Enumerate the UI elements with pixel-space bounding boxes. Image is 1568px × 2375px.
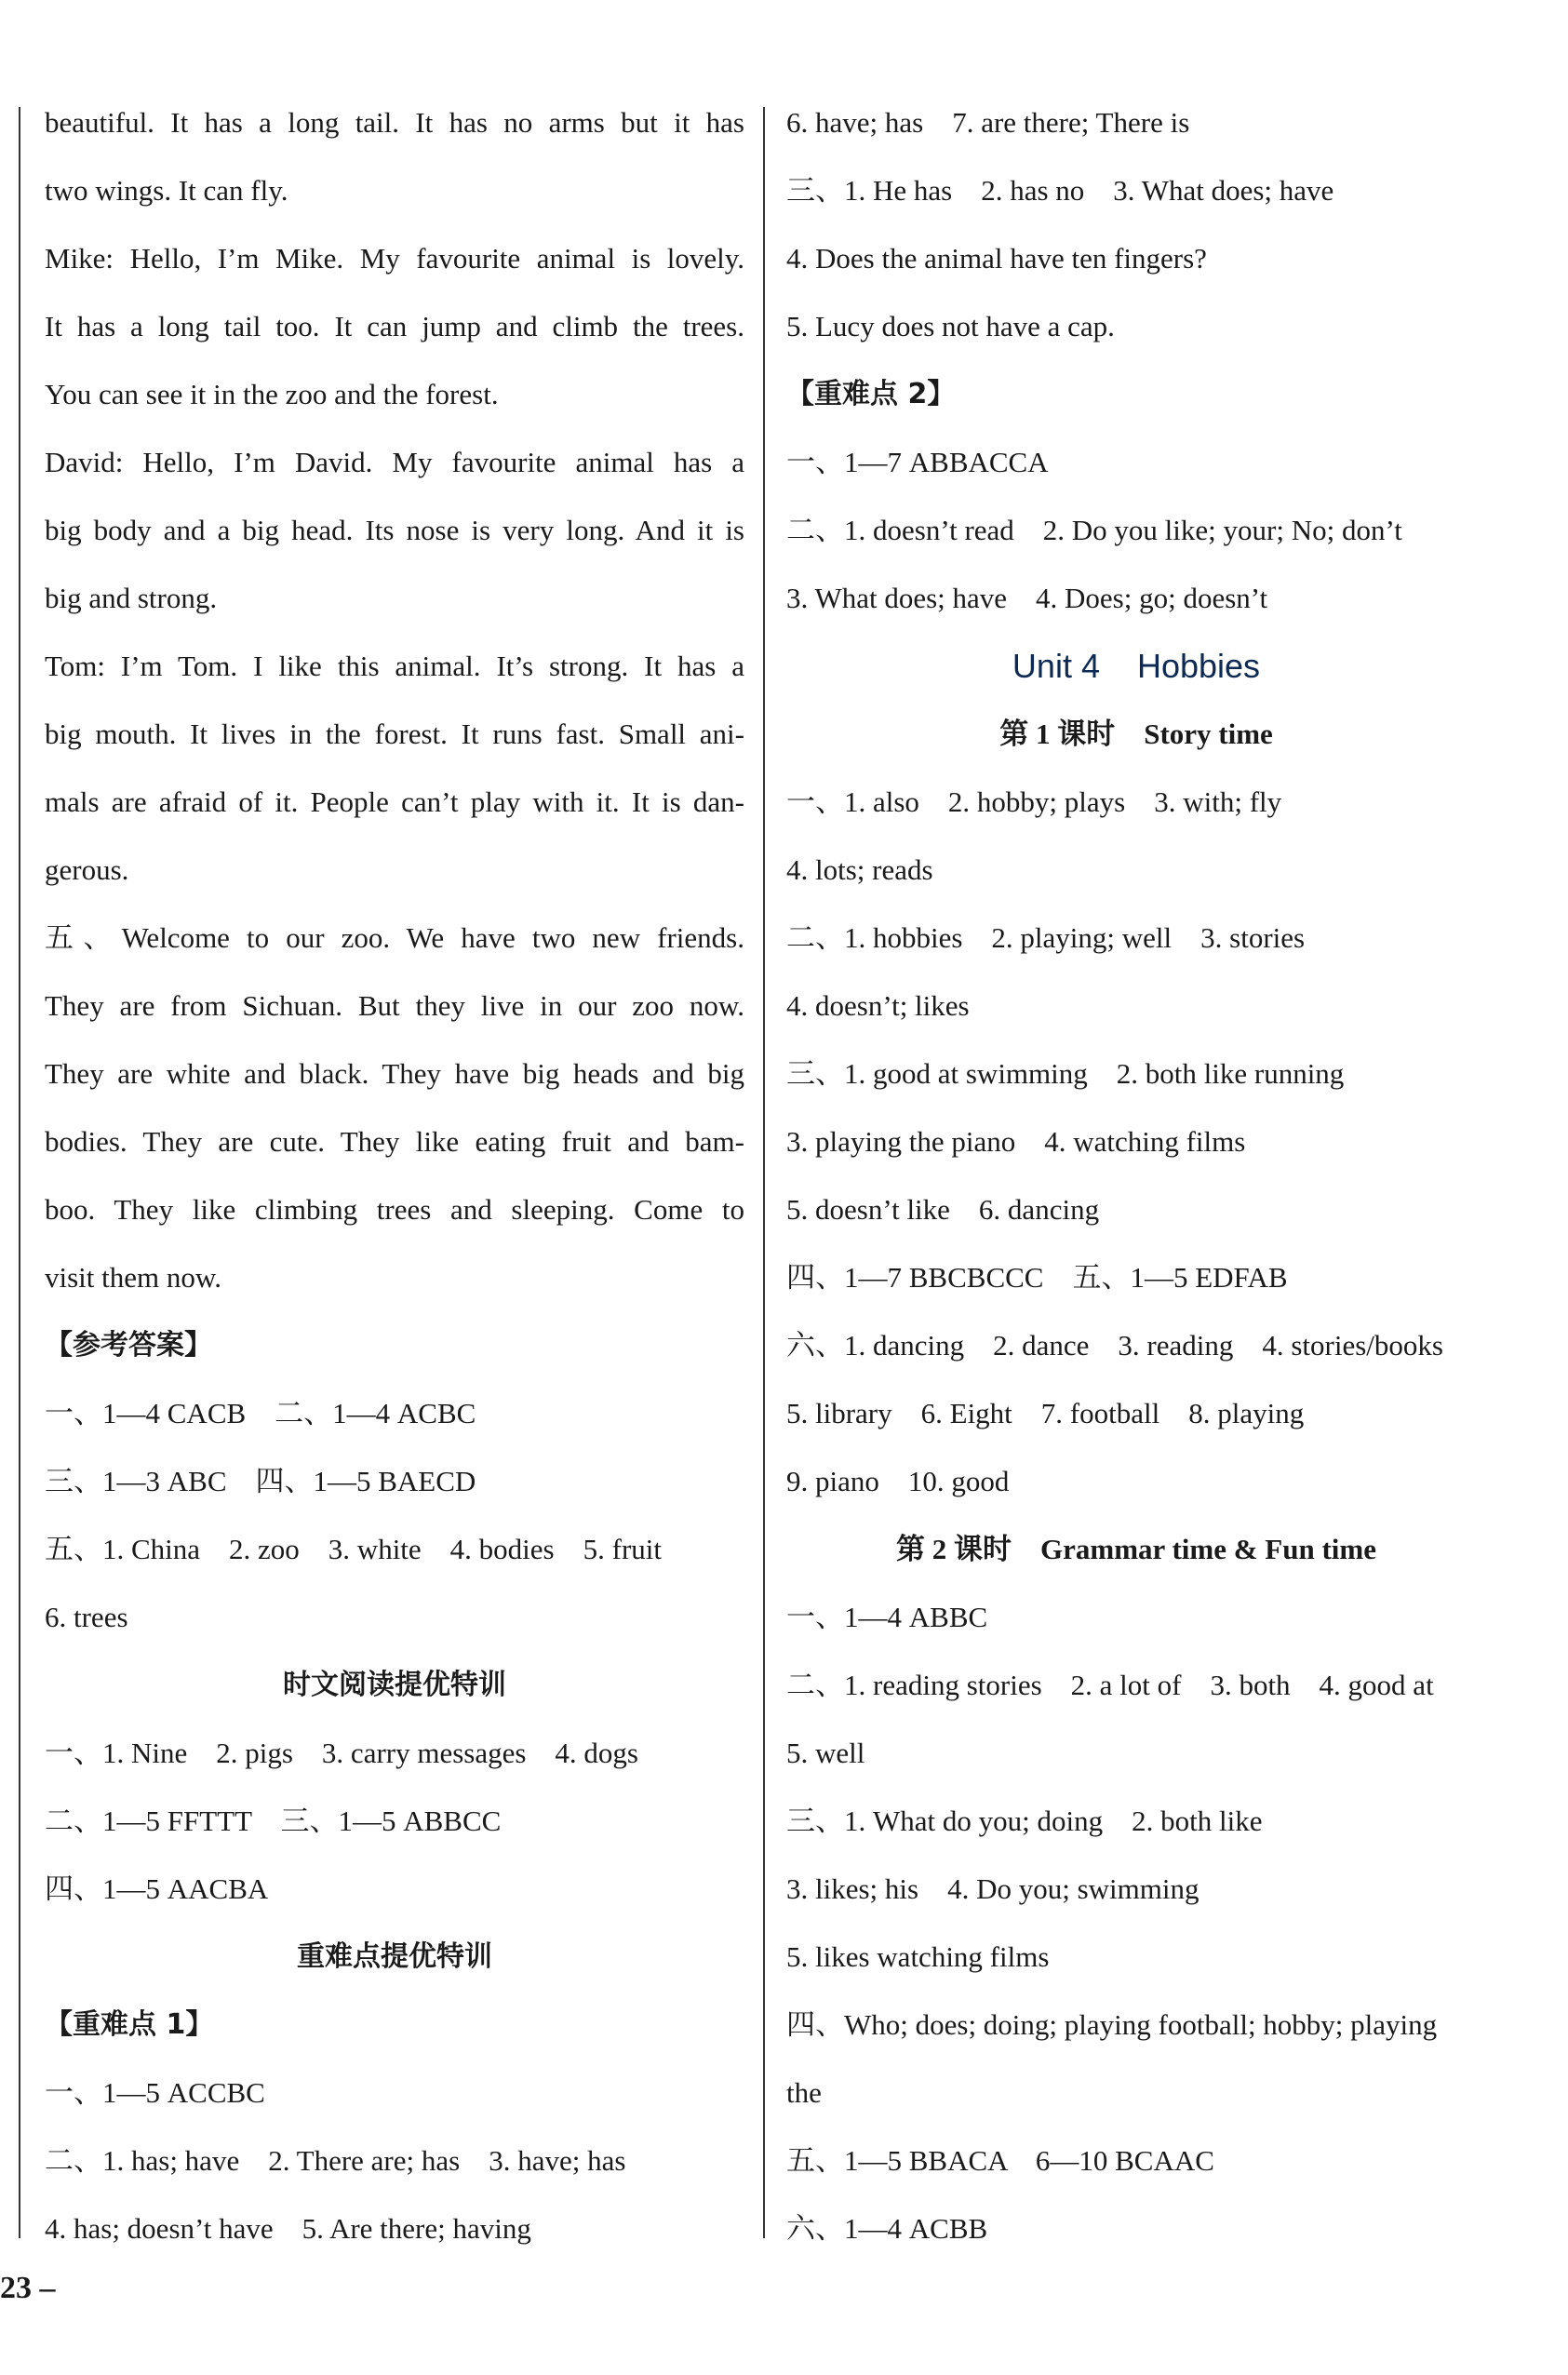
column-divider <box>763 107 765 2238</box>
text-line: 一、1. also 2. hobby; plays 3. with; fly <box>786 785 1282 818</box>
lesson-heading: 第 1 课时 Story time <box>999 718 1273 750</box>
text-line: big body and a big head. Its nose is very long. And it is <box>45 514 744 546</box>
text-line: 二、1. hobbies 2. playing; well 3. stories <box>786 921 1306 954</box>
text-line: gerous. <box>45 853 129 886</box>
text-line: 三、1. good at swimming 2. both like running <box>786 1057 1345 1090</box>
lesson-heading: 第 2 课时 Grammar time & Fun time <box>896 1533 1376 1565</box>
text-line: 二、1. doesn’t read 2. Do you like; your; No; don’t <box>786 514 1402 546</box>
text-line: 一、1—4 ABBC <box>786 1601 988 1633</box>
text-line: You can see it in the zoo and the forest. <box>45 378 499 410</box>
text-line: mals are afraid of it. People can’t play with it. It is dan- <box>45 785 744 818</box>
page-number: 23 – <box>0 2271 56 2305</box>
text-line: 五、1. China 2. zoo 3. white 4. bodies 5. fruit <box>45 1533 662 1565</box>
text-line: 5. well <box>786 1737 865 1769</box>
left-margin-rule <box>19 107 20 2238</box>
text-line: big mouth. It lives in the forest. It runs fast. Small ani- <box>45 718 744 750</box>
text-line: 四、1—5 AACBA <box>45 1872 269 1905</box>
text-line: 4. lots; reads <box>786 853 933 886</box>
text-line: boo. They like climbing trees and sleeping. Come to <box>45 1193 744 1226</box>
answer-heading: 【参考答案】 <box>45 1329 212 1362</box>
text-line: 4. has; doesn’t have 5. Are there; having <box>45 2212 531 2245</box>
text-line: 一、1. Nine 2. pigs 3. carry messages 4. dogs <box>45 1737 638 1769</box>
text-line: 3. likes; his 4. Do you; swimming <box>786 1872 1199 1905</box>
text-line: They are from Sichuan. But they live in our zoo now. <box>45 989 744 1022</box>
text-line: big and strong. <box>45 582 218 614</box>
text-line: 4. Does the animal have ten fingers? <box>786 242 1207 275</box>
answer-heading: 【重难点 1】 <box>45 2008 214 2041</box>
text-line: 三、1. What do you; doing 2. both like <box>786 1805 1263 1837</box>
text-line: 一、1—4 CACB 二、1—4 ACBC <box>45 1397 476 1429</box>
right-column <box>786 88 1486 2262</box>
text-line: visit them now. <box>45 1261 222 1294</box>
text-line: 二、1. reading stories 2. a lot of 3. both 4. good at <box>786 1669 1434 1701</box>
text-line: 二、1—5 FFTTT 三、1—5 ABBCC <box>45 1805 502 1837</box>
text-line: 6. have; has 7. are there; There is <box>786 106 1190 139</box>
text-line: 三、1—3 ABC 四、1—5 BAECD <box>45 1465 476 1497</box>
text-line: the <box>786 2076 822 2109</box>
text-line: It has a long tail too. It can jump and climb the trees. <box>45 310 744 342</box>
left-column <box>45 88 744 2262</box>
text-line: 5. library 6. Eight 7. football 8. playing <box>786 1397 1305 1429</box>
text-line: 五、Welcome to our zoo. We have two new friends. <box>45 921 744 954</box>
text-line: two wings. It can fly. <box>45 174 288 207</box>
text-line: 一、1—7 ABBACCA <box>786 446 1049 478</box>
text-line: 四、Who; does; doing; playing football; hobby; playing <box>786 2008 1438 2041</box>
text-line: Tom: I’m Tom. I like this animal. It’s strong. It has a <box>45 650 744 682</box>
section-heading: 时文阅读提优特训 <box>283 1669 506 1701</box>
text-line: 五、1—5 BBACA 6—10 BCAAC <box>786 2144 1214 2177</box>
text-line: 6. trees <box>45 1601 128 1633</box>
text-line: 二、1. has; have 2. There are; has 3. have; has <box>45 2144 626 2177</box>
text-line: beautiful. It has a long tail. It has no arms but it has <box>45 106 744 139</box>
text-line: 六、1. dancing 2. dance 3. reading 4. stories/books <box>786 1329 1443 1362</box>
text-line: 5. doesn’t like 6. dancing <box>786 1193 1100 1226</box>
answer-heading: 【重难点 2】 <box>786 378 956 410</box>
unit-heading: Unit 4 Hobbies <box>1012 647 1261 685</box>
text-line: 4. doesn’t; likes <box>786 989 970 1022</box>
text-line: 9. piano 10. good <box>786 1465 1010 1497</box>
section-heading: 重难点提优特训 <box>297 1940 492 1973</box>
text-line: bodies. They are cute. They like eating fruit and bam- <box>45 1125 744 1158</box>
text-line: 3. What does; have 4. Does; go; doesn’t <box>786 582 1268 614</box>
text-line: Mike: Hello, I’m Mike. My favourite animal is lovely. <box>45 242 744 275</box>
text-line: They are white and black. They have big heads and big <box>45 1057 744 1090</box>
text-line: 5. likes watching films <box>786 1940 1050 1973</box>
text-line: 四、1—7 BBCBCCC 五、1—5 EDFAB <box>786 1261 1288 1294</box>
text-line: 3. playing the piano 4. watching films <box>786 1125 1246 1158</box>
text-line: David: Hello, I’m David. My favourite animal has a <box>45 446 744 478</box>
text-line: 5. Lucy does not have a cap. <box>786 310 1115 342</box>
text-line: 一、1—5 ACCBC <box>45 2076 265 2109</box>
text-line: 六、1—4 ACBB <box>786 2212 988 2245</box>
text-line: 三、1. He has 2. has no 3. What does; have <box>786 174 1334 207</box>
